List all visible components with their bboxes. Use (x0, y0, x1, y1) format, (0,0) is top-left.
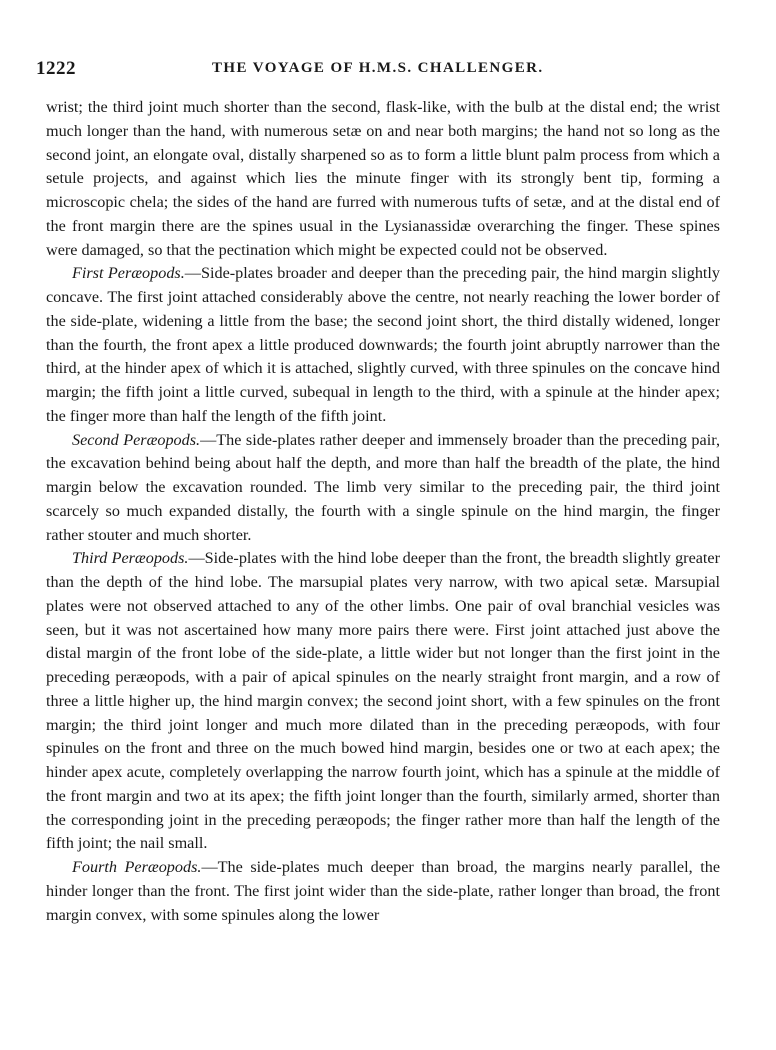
running-title: THE VOYAGE OF H.M.S. CHALLENGER. (212, 60, 544, 76)
paragraph-text: —The side-plates much deeper than broad, the margins nearly parallel, the hinder longer than the front. The first joint wider than the side-plate, rather longer than broad, the front margin convex, with some spinules along the lower (46, 858, 720, 924)
paragraph-text: —Side-plates with the hind lobe deeper than the front, the breadth slightly greater than the depth of the hind lobe. The marsupial plates very narrow, with two apical setæ. Marsupial plates were not observed attached to any of the other limbs. One pair of oval branchial vesicles was seen, but it was not ascertained how many more pairs there were. First joint attached just above the distal margin of the front lobe of the side-plate, a little wider but not longer than the first joint in the preceding peræopods, with a pair of apical spinules on the nearly straight front margin, and a row of three a little higher up, the hind margin convex; the second joint short, with a few spinules on the front margin; the third joint longer and much more dilated than in the preceding peræopods, with four spinules on the front and three on the much bowed hind margin, besides one or two at each apex; the hinder apex acute, completely overlapping the narrow fourth joint, which has a spinule at the middle of the front margin and two at its apex; the fifth joint longer than the fourth, similarly armed, shorter than the corresponding joint in the preceding peræopods; the finger rather more than half the length of the fifth joint; the nail small. (46, 549, 721, 853)
paragraph-heading: Third Peræopods. (72, 549, 189, 568)
paragraph-second-peraeopods (46, 429, 720, 548)
paragraph-fourth-peraeopods (46, 856, 720, 927)
paragraph-third-peraeopods (46, 547, 720, 856)
paragraph-heading: First Peræopods. (72, 264, 185, 283)
paragraph-first-peraeopods (46, 262, 720, 428)
paragraph-text: wrist; the third joint much shorter than the second, flask-like, with the bulb at the distal end; the wrist much longer than the hand, with numerous setæ on and near both margins; the hand not so long as the second joint, an elongate oval, distally sharpened so as to form a little blunt palm process from which a setule projects, and against which lies the minute finger with its strongly bent tip, forming a microscopic chela; the sides of the hand are furred with numerous tufts of setæ, and at the distal end of the front margin there are the spines usual in the Lysianassidæ overarching the finger. These spines were damaged, so that the pectination which might be expected could not be observed. (46, 98, 720, 259)
paragraph-continuation (46, 96, 720, 262)
body-text (46, 96, 720, 927)
paragraph-heading: Second Peræopods. (72, 430, 201, 449)
paragraph-text: —Side-plates broader and deeper than the preceding pair, the hind margin slightly concave. The first joint attached considerably above the centre, not nearly reaching the lower border of the side-plate, widening a little from the base; the second joint short, the third distally widened, longer than the fourth, the front apex a little produced downwards; the fourth joint abruptly narrower than the third, at the hinder apex of which it is attached, slightly curved, with three spinules on the concave hind margin; the fifth joint a little curved, subequal in length to the third, with a spinule at the hinder apex; the finger more than half the length of the fifth joint. (46, 264, 720, 425)
paragraph-text: —The side-plates rather deeper and immensely broader than the preceding pair, the excavation behind being about half the depth, and more than half the breadth of the plate, the hind margin below the excavation rounded. The limb very similar to the preceding pair, the third joint scarcely so much expanded distally, the fourth with a single spinule on the hind margin, the finger rather stouter and much shorter. (46, 430, 720, 544)
page-number: 1222 (36, 58, 76, 79)
page-header (36, 58, 726, 86)
paragraph-heading: Fourth Peræopods. (72, 858, 202, 876)
